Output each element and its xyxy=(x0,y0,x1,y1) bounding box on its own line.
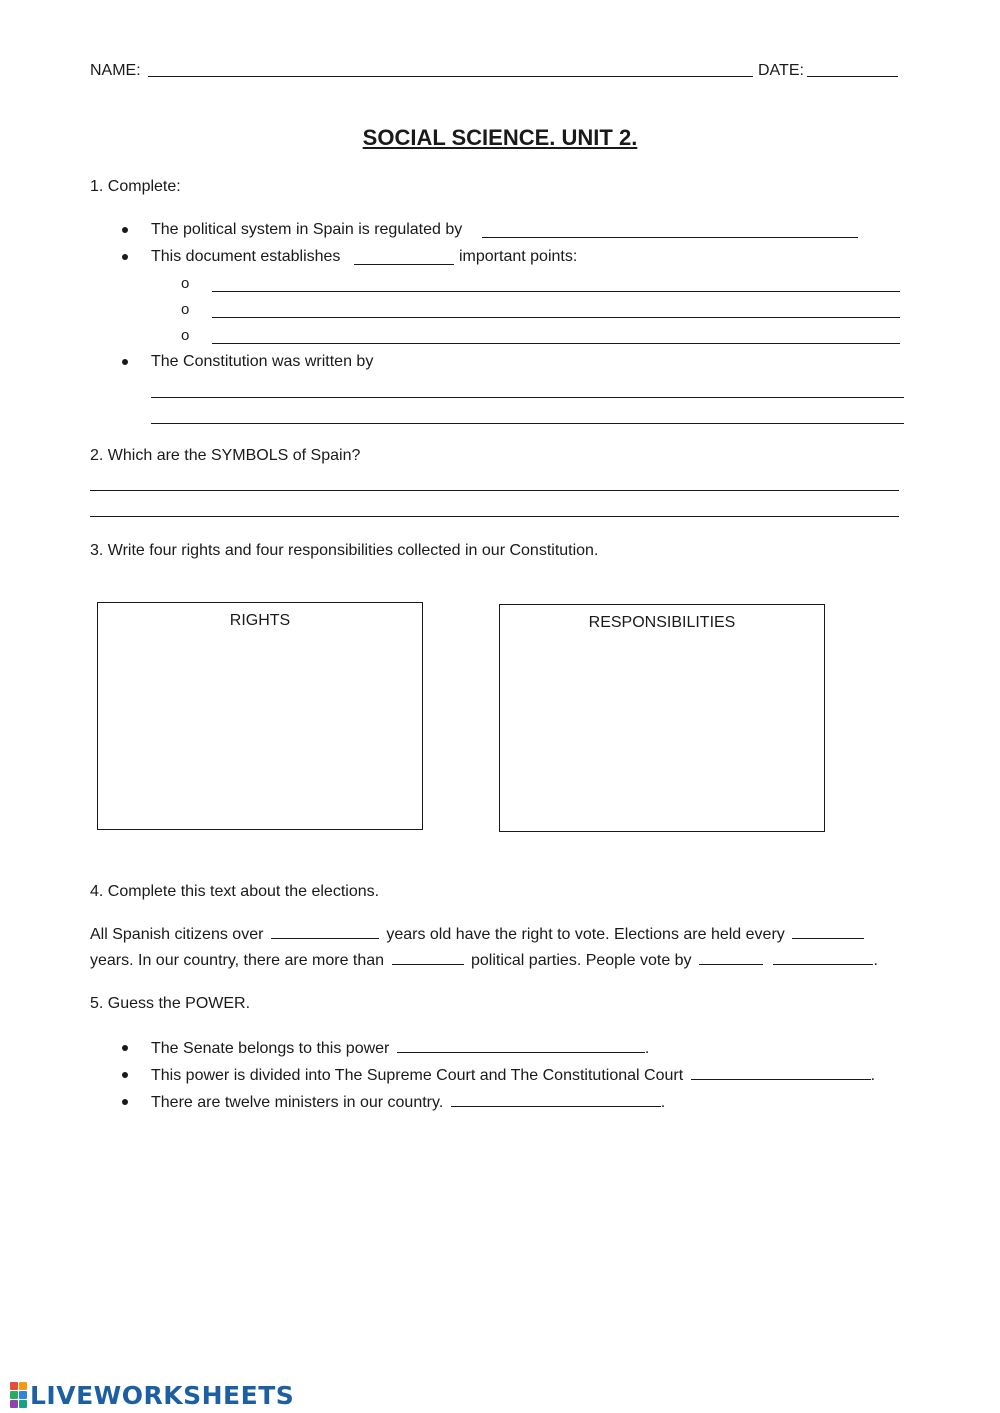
q2-heading: 2. Which are the SYMBOLS of Spain? xyxy=(90,447,361,464)
q4-blank-parties[interactable] xyxy=(392,950,464,965)
liveworksheets-logo-icon xyxy=(10,1382,27,1408)
bullet-dot-icon xyxy=(122,1045,128,1051)
q1-blank-number-points[interactable] xyxy=(354,264,454,265)
q2-answer-line-2[interactable] xyxy=(90,516,899,517)
q5-bullet-1-text: The Senate belongs to this power xyxy=(151,1040,390,1057)
q1-heading: 1. Complete: xyxy=(90,178,181,195)
bullet-dot-icon xyxy=(122,254,128,260)
liveworksheets-logo[interactable] xyxy=(10,1380,294,1410)
q4-text-line-2 xyxy=(90,948,878,974)
q4-text-part: years. In our country, there are more than xyxy=(90,952,385,969)
q5-bullet-3-text: There are twelve ministers in our country. xyxy=(151,1094,444,1111)
q5-bullet-2-text: This power is divided into The Supreme Court and The Constitutional Court xyxy=(151,1067,684,1084)
rights-box[interactable] xyxy=(97,602,423,830)
q5-blank-senate-power[interactable] xyxy=(397,1038,645,1053)
rights-label: RIGHTS xyxy=(229,612,291,629)
q5-heading: 5. Guess the POWER. xyxy=(90,995,251,1012)
q2-answer-line-1[interactable] xyxy=(90,490,899,491)
q1-point-line-2[interactable] xyxy=(212,317,900,318)
name-input-line[interactable] xyxy=(148,76,753,77)
q4-blank-age[interactable] xyxy=(271,924,379,939)
q1-point-line-1[interactable] xyxy=(212,291,900,292)
q4-text-line-1 xyxy=(90,922,867,948)
name-label: NAME: xyxy=(90,62,141,79)
q4-text-part: All Spanish citizens over xyxy=(90,926,264,943)
circle-bullet-icon: o xyxy=(181,275,190,292)
q1-written-by-line-2[interactable] xyxy=(151,423,904,424)
responsibilities-label: RESPONSIBILITIES xyxy=(588,614,736,631)
q1-point-line-3[interactable] xyxy=(212,343,900,344)
bullet-dot-icon xyxy=(122,227,128,233)
q4-period: . xyxy=(873,952,878,969)
responsibilities-box[interactable] xyxy=(499,604,825,832)
q4-text-part: years old have the right to vote. Elections are held every xyxy=(386,926,785,943)
q4-text-part: political parties. People vote by xyxy=(470,952,692,969)
q1-written-by-line-1[interactable] xyxy=(151,397,904,398)
q1-bullet-2-end: important points: xyxy=(459,248,578,265)
q5-bullet-3 xyxy=(151,1092,665,1113)
page-title: SOCIAL SCIENCE. UNIT 2. xyxy=(362,125,638,150)
q1-bullet-1: The political system in Spain is regulated by xyxy=(151,221,463,238)
circle-bullet-icon: o xyxy=(181,327,190,344)
circle-bullet-icon: o xyxy=(181,301,190,318)
q5-blank-court-power[interactable] xyxy=(691,1065,871,1080)
q5-blank-ministers-power[interactable] xyxy=(451,1092,661,1107)
q5-bullet-2 xyxy=(151,1065,875,1086)
q4-blank-vote-method-1[interactable] xyxy=(699,950,763,965)
q4-blank-years-every[interactable] xyxy=(792,924,864,939)
q1-blank-regulated-by[interactable] xyxy=(482,237,858,238)
q5-bullet-1 xyxy=(151,1038,649,1059)
date-label: DATE: xyxy=(758,62,804,79)
bullet-dot-icon xyxy=(122,359,128,365)
q3-heading: 3. Write four rights and four responsibilities collected in our Constitution. xyxy=(90,542,599,559)
q4-heading: 4. Complete this text about the elections. xyxy=(90,883,380,900)
logo-text: LIVEWORKSHEETS xyxy=(30,1380,295,1410)
bullet-dot-icon xyxy=(122,1072,128,1078)
q5-period: . xyxy=(644,1040,650,1057)
bullet-dot-icon xyxy=(122,1099,128,1105)
date-input-line[interactable] xyxy=(807,76,898,77)
q4-blank-vote-method-2[interactable] xyxy=(773,950,873,965)
q1-bullet-3: The Constitution was written by xyxy=(151,353,374,370)
q5-period: . xyxy=(660,1094,666,1111)
q5-period: . xyxy=(870,1067,876,1084)
q1-bullet-2-start: This document establishes xyxy=(151,248,341,265)
